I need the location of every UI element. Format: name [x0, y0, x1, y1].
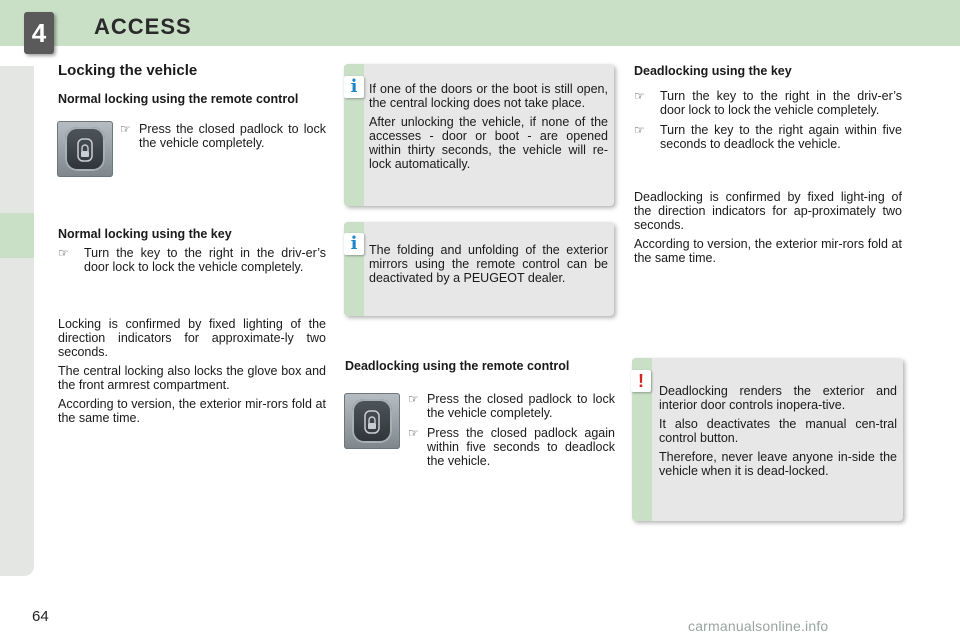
subtitle-key-locking: Normal locking using the key — [58, 227, 232, 241]
list-item: ☞ Press the closed padlock to lock the vehicle completely. — [120, 122, 326, 150]
info-box-mirrors — [344, 222, 614, 316]
subtitle-key-deadlocking: Deadlocking using the key — [634, 64, 792, 78]
padlock-button — [352, 399, 392, 443]
padlock-icon — [364, 407, 380, 435]
pointing-hand-icon: ☞ — [634, 89, 645, 103]
deadlocking-notes — [634, 190, 902, 270]
warning-icon: ! — [631, 370, 651, 392]
watermark-text: carmanualsonline.info — [688, 618, 829, 634]
pointing-hand-icon: ☞ — [634, 123, 645, 137]
paragraph: The folding and unfolding of the exterior mirrors using the remote control can be deactivated by a PEUGEOT dealer. — [369, 243, 608, 285]
list-item: ☞ Press the closed padlock to lock the vehicle completely. — [408, 392, 615, 420]
pointing-hand-icon: ☞ — [408, 426, 419, 440]
side-chapter-marker — [0, 213, 34, 258]
warning-box-deadlocking — [632, 358, 903, 521]
subtitle-remote-deadlocking: Deadlocking using the remote control — [345, 359, 570, 373]
chapter-title: ACCESS — [94, 14, 192, 39]
paragraph: It also deactivates the manual cen-tral control button. — [659, 417, 897, 445]
info-icon: i — [344, 76, 364, 98]
list-item: ☞ Press the closed padlock again within five seconds to deadlock the vehicle. — [408, 426, 615, 468]
info-icon: i — [344, 233, 364, 255]
paragraph: Locking is confirmed by fixed lighting of the direction indicators for approximate-ly two seconds. — [58, 317, 326, 359]
paragraph: The central locking also locks the glove box and the front armrest compartment. — [58, 364, 326, 392]
side-chapter-strip — [0, 66, 34, 576]
list-item: ☞ Turn the key to the right in the driv-er’s door lock to lock the vehicle completely. — [634, 89, 902, 117]
paragraph: According to version, the exterior mir-rors fold at the same time. — [634, 237, 902, 265]
remote-lock-button-image — [57, 121, 113, 177]
pointing-hand-icon: ☞ — [120, 122, 131, 136]
page-number: 64 — [32, 608, 49, 625]
paragraph: Therefore, never leave anyone in-side the vehicle when it is dead-locked. — [659, 450, 897, 478]
subtitle-remote-locking: Normal locking using the remote control — [58, 92, 299, 106]
paragraph: Deadlocking renders the exterior and interior door controls inopera-tive. — [659, 384, 897, 412]
chapter-number-tab: 4 — [24, 12, 54, 54]
pointing-hand-icon: ☞ — [408, 392, 419, 406]
paragraph: After unlocking the vehicle, if none of the accesses - door or boot - are opened within thirty seconds, the vehicle will re-lock automatically. — [369, 115, 608, 171]
info-box-central-locking — [344, 64, 614, 206]
list-item: ☞ Turn the key to the right in the driv-er’s door lock to lock the vehicle completely. — [58, 246, 326, 274]
paragraph: If one of the doors or the boot is still open, the central locking does not take place. — [369, 82, 608, 110]
padlock-button — [65, 127, 105, 171]
list-item: ☞ Turn the key to the right again within five seconds to deadlock the vehicle. — [634, 123, 902, 151]
padlock-icon — [77, 135, 93, 163]
pointing-hand-icon: ☞ — [58, 246, 69, 260]
paragraph: According to version, the exterior mir-rors fold at the same time. — [58, 397, 326, 425]
remote-lock-button-image — [344, 393, 400, 449]
paragraph: Deadlocking is confirmed by fixed light-ing of the direction indicators for ap-proximately two seconds. — [634, 190, 902, 232]
section-title-locking: Locking the vehicle — [58, 62, 198, 79]
locking-notes — [58, 317, 326, 430]
